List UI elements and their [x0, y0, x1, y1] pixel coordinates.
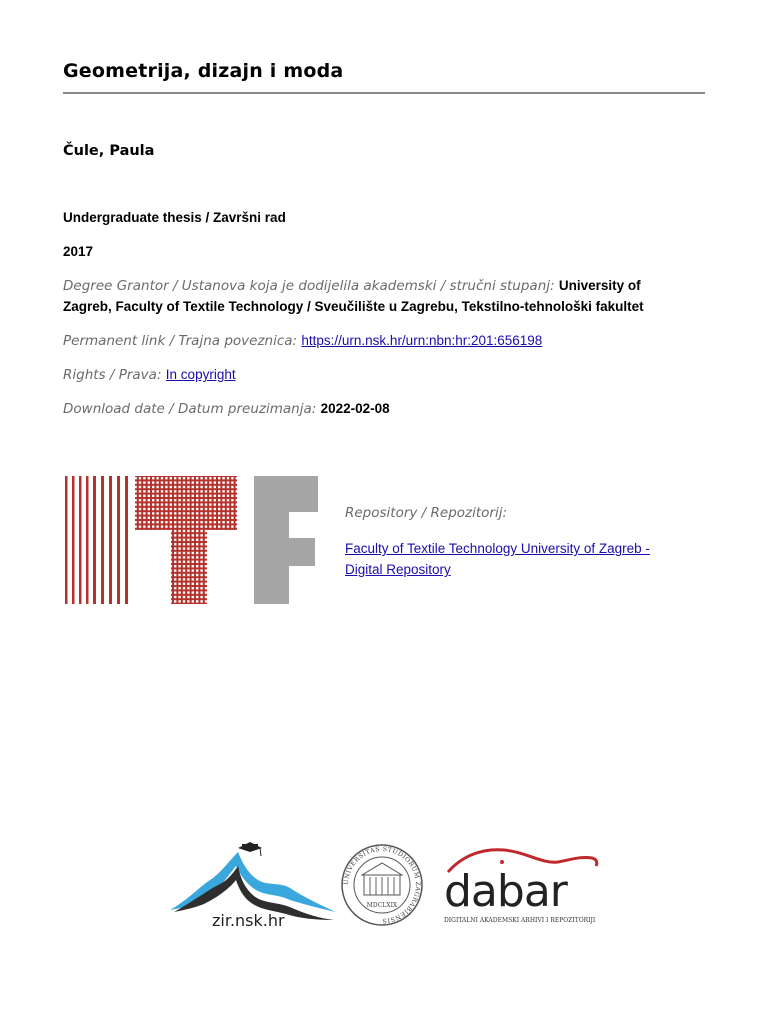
ttf-logo — [63, 476, 319, 606]
university-seal — [340, 843, 424, 927]
ttf-gray-f — [254, 476, 318, 604]
dabar-logo-text: dabar — [444, 866, 567, 917]
title-divider — [63, 92, 705, 94]
permanent-link-label: Permanent link / Trajna poveznica: — [63, 333, 298, 349]
seal-text: UNIVERSITAS STUDIORUM ZAGRABIENSIS — [342, 845, 422, 925]
degree-grantor-row — [63, 278, 641, 294]
degree-grantor-value-2: Zagreb, Faculty of Textile Technology / Sveučilište u Zagrebu, Tekstilno-tehnološki fakultet — [63, 299, 644, 314]
ttf-grid-t — [135, 476, 237, 604]
download-date-value: 2022-02-08 — [320, 401, 390, 416]
permanent-link[interactable]: https://urn.nsk.hr/urn:nbn:hr:201:656198 — [301, 333, 543, 348]
download-date-label: Download date / Datum preuzimanja: — [63, 401, 317, 417]
thesis-type: Undergraduate thesis / Završni rad — [63, 210, 286, 225]
zir-logo-text: zir.nsk.hr — [212, 911, 285, 930]
author-name: Čule, Paula — [63, 143, 155, 159]
degree-grantor-label: Degree Grantor / Ustanova koja je dodijelila akademski / stručni stupanj: — [63, 278, 555, 294]
ttf-stripes — [65, 476, 128, 604]
repository-link-line2[interactable]: Digital Repository — [345, 562, 451, 577]
degree-grantor-value-1: University of — [558, 278, 641, 293]
zir-logo — [168, 838, 340, 930]
rights-label: Rights / Prava: — [63, 367, 162, 383]
permanent-link-row — [63, 333, 542, 349]
rights-row — [63, 367, 236, 383]
repository-link[interactable]: Faculty of Textile Technology University of Zagreb - — [345, 541, 650, 556]
dabar-caption: DIGITALNI AKADEMSKI ARHIVI I REPOZITORIJI — [444, 917, 596, 924]
thesis-year: 2017 — [63, 244, 94, 259]
download-date-row — [63, 401, 390, 417]
rights-link[interactable]: In copyright — [165, 367, 236, 382]
repository-label: Repository / Repozitorij: — [345, 505, 508, 521]
dabar-logo — [442, 842, 604, 926]
document-title: Geometrija, dizajn i moda — [63, 60, 344, 82]
seal-year: MDCLXIX — [366, 902, 398, 909]
